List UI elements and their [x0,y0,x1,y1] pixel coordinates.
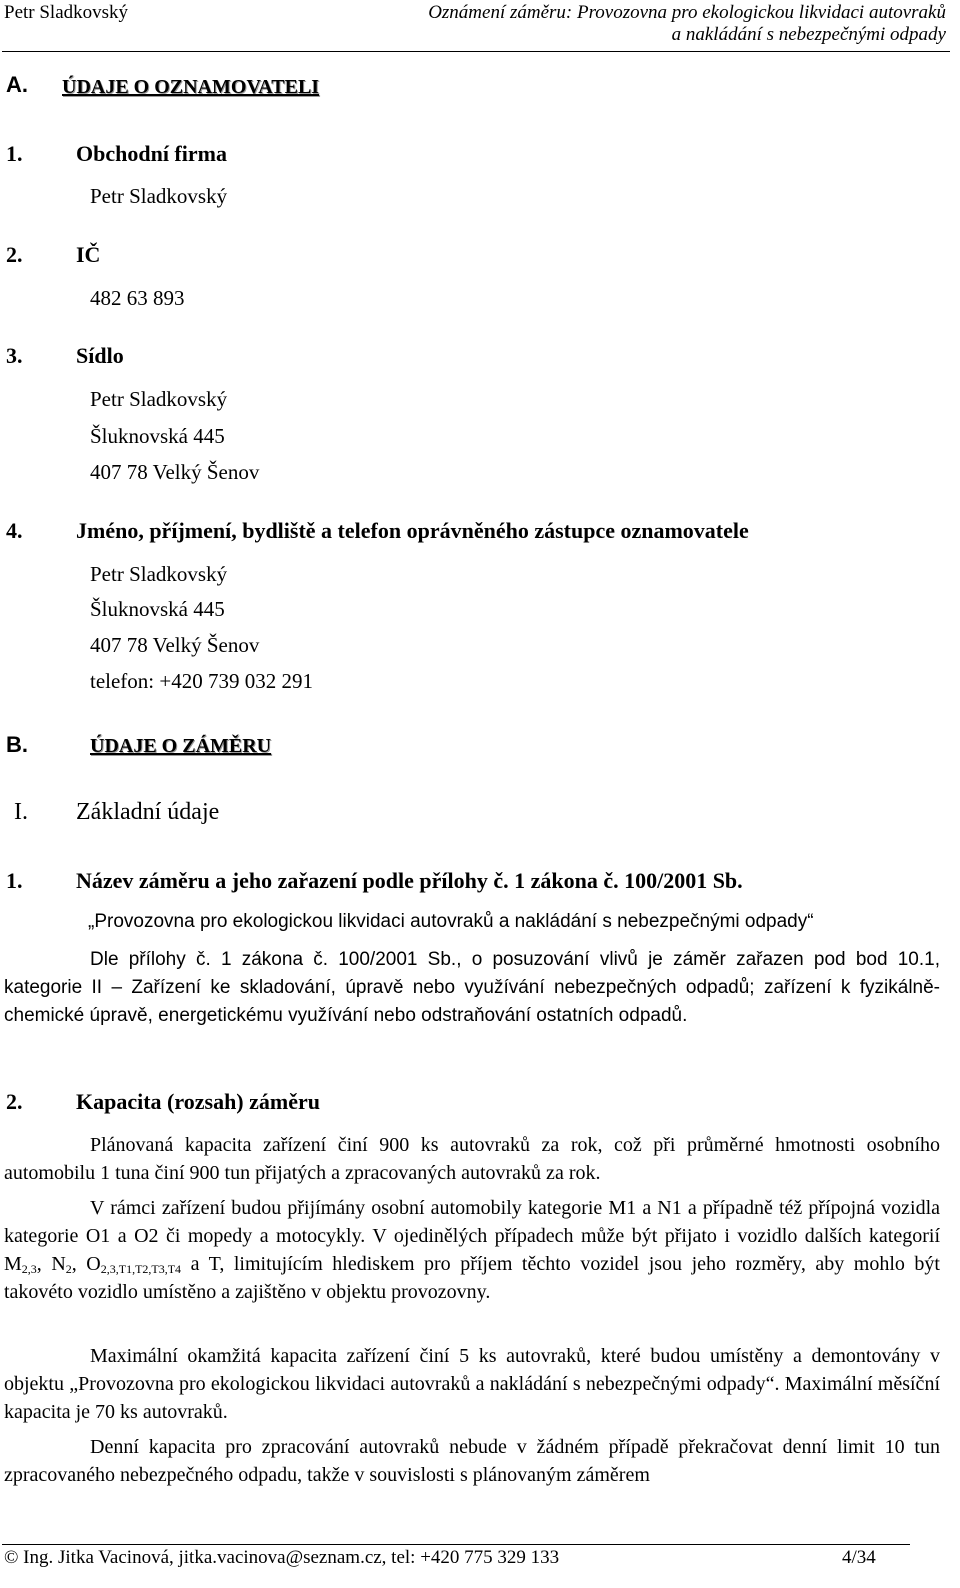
capacity-paragraph-1-text: Plánovaná kapacita zařízení činí 900 ks autovraků za rok, což při průměrné hmotnosti osobního automobilu 1 tuna činí 900 tun přijatých a zpracovaných autovraků za rok. [4,1134,940,1184]
capacity-paragraph-2-text-a: V rámci zařízení budou přijímány osobní automobily kategorie M1 a N1 a případně též přípojná vozidla kategorie O1 a O2 či mopedy a motocykly. V ojedinělých případech může být přijato i vozidlo dalších kategorií M [4,1197,940,1275]
company-name: Petr Sladkovský [90,184,228,208]
project-classification-text: Dle přílohy č. 1 zákona č. 100/2001 Sb., o posuzování vlivů je záměr zařazen pod bod 10.1, kategorie II – Zařízení ke skladování, úpravě nebo využívání nebezpečných odpadů; zařízení k fyzikálně-chemické úpravě, energetickému využívání nebo odstraňování ostatních odpadů. [4,949,940,1026]
section-a-letter: A. [6,72,28,97]
footer-rule [2,1544,910,1545]
project-classification [4,946,940,1030]
capacity-paragraph-1 [4,1131,940,1187]
footer-copyright: © Ing. Jitka Vacinová, jitka.vacinova@seznam.cz, tel: +420 775 329 133 [4,1547,560,1568]
representative-phone: telefon: +420 739 032 291 [90,669,313,693]
header-author: Petr Sladkovský [4,2,129,23]
b2-number: 2. [6,1089,23,1114]
capacity-paragraph-2-text-c: , O [71,1253,101,1275]
representative-line-1: Petr Sladkovský [90,562,228,586]
capacity-paragraph-2 [4,1194,940,1306]
item-1-number: 1. [6,141,23,166]
item-2-number: 2. [6,242,23,267]
capacity-paragraph-3-text: Maximální okamžitá kapacita zařízení činí 5 ks autovraků, které budou umístěny a demontovány v objektu „Provozovna pro ekologickou likvidaci autovraků a nakládání s nebezpečnými odpady“. Maximální měsíční kapacita je 70 ks autovraků. [4,1345,940,1423]
header-title-line1: Oznámení záměru: Provozovna pro ekologickou likvidaci autovraků [428,2,946,23]
section-b-letter: B. [6,732,28,757]
capacity-paragraph-2-text-b: , N [36,1253,66,1275]
header-title-line2: a nakládání s nebezpečnými odpady [671,24,946,45]
category-n-subscript: 2 [65,1262,72,1276]
page-number: 4/34 [842,1547,876,1568]
seat-line-3: 407 78 Velký Šenov [90,460,260,484]
item-3-number: 3. [6,343,23,368]
item-2-label: IČ [76,242,101,267]
item-1-label: Obchodní firma [76,141,227,166]
subsection-i-number: I. [14,799,28,825]
subsection-i-title: Základní údaje [76,799,220,825]
capacity-paragraph-4 [4,1433,940,1489]
company-id: 482 63 893 [90,286,185,310]
representative-line-2: Šluknovská 445 [90,597,225,621]
item-4-number: 4. [6,518,23,543]
capacity-paragraph-3 [4,1342,940,1426]
project-name: „Provozovna pro ekologickou likvidaci autovraků a nakládání s nebezpečnými odpady“ [88,911,814,932]
seat-line-1: Petr Sladkovský [90,387,228,411]
representative-line-3: 407 78 Velký Šenov [90,633,260,657]
b1-title: Název záměru a jeho zařazení podle přílohy č. 1 zákona č. 100/2001 Sb. [76,868,743,893]
section-a-title: ÚDAJE O OZNAMOVATELI [62,76,320,98]
capacity-paragraph-4-text: Denní kapacita pro zpracování autovraků nebude v žádném případě překračovat denní limit 10 tun zpracovaného nebezpečného odpadu, takže v souvislosti s plánovaným záměrem [4,1436,940,1486]
category-o-subscript: 2,3,T1,T2,T3,T4 [100,1262,182,1276]
section-b-title: ÚDAJE O ZÁMĚRU [90,735,272,757]
capacity-paragraph-2-text-d: a T, limitujícím hlediskem pro příjem těchto vozidel jsou jeho rozměry, aby mohlo být takovéto vozidlo umístěno a zajištěno v objektu provozovny. [4,1253,940,1303]
seat-line-2: Šluknovská 445 [90,424,225,448]
category-m-subscript: 2,3 [21,1262,37,1276]
header-rule [2,51,950,52]
b2-title: Kapacita (rozsah) záměru [76,1089,320,1114]
item-4-label: Jméno, příjmení, bydliště a telefon oprávněného zástupce oznamovatele [76,518,749,543]
item-3-label: Sídlo [76,343,124,368]
b1-number: 1. [6,868,23,893]
